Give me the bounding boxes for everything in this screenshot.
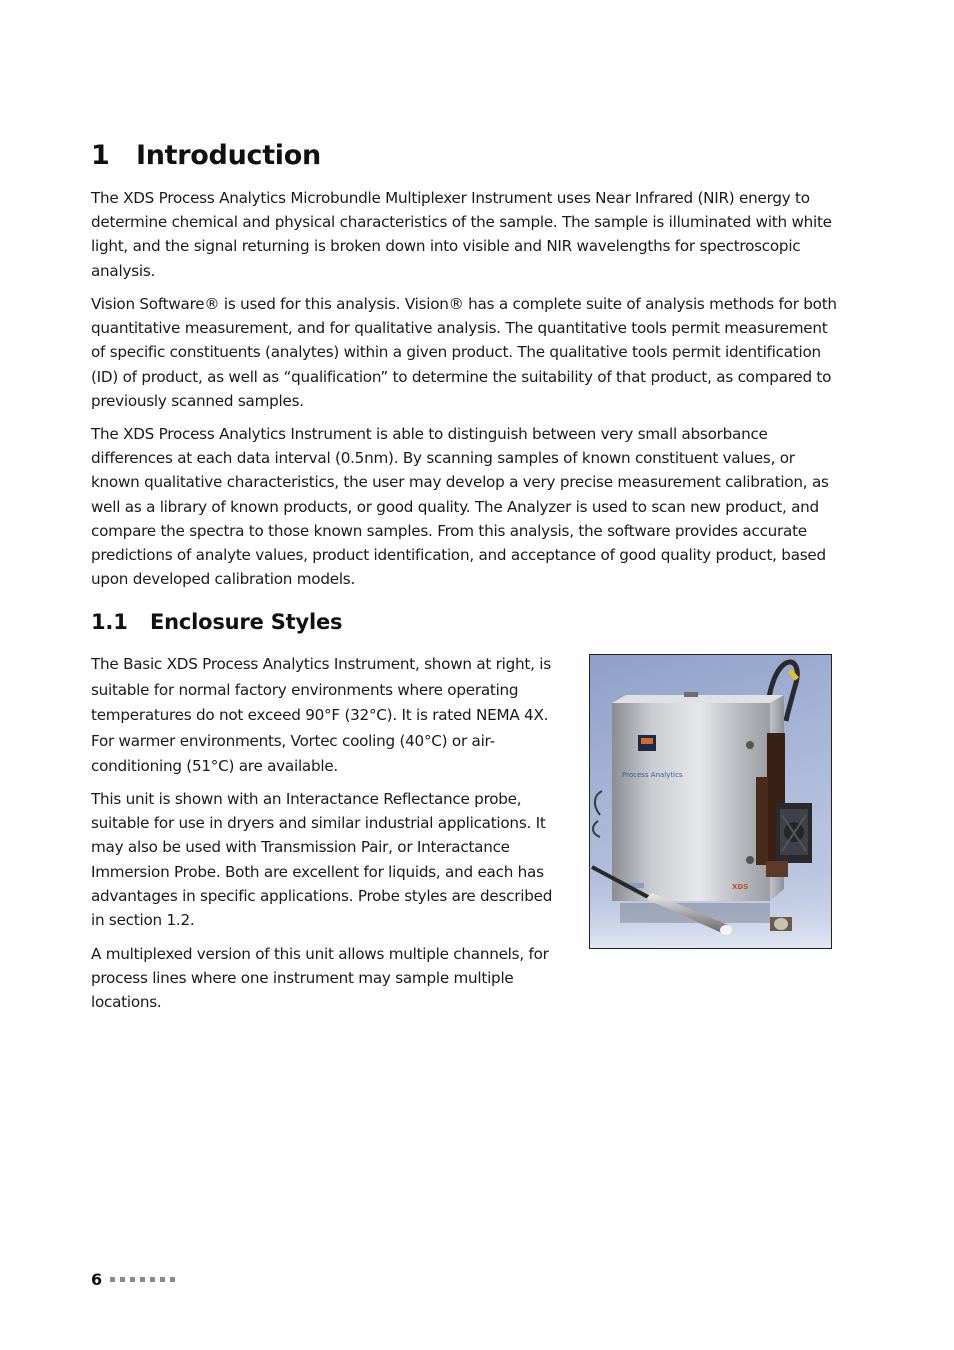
- subsection-number: 1.1: [91, 610, 128, 634]
- enclosure-paragraph-1: The Basic XDS Process Analytics Instrument, shown at right, is suitable for normal factory environments where operating temperatures do not exceed 90°F (32°C). It is rated NEMA 4X. For warmer environments, Vortec cooling (40°C) or air-conditioning (51°C) are available.: [91, 655, 551, 775]
- section-heading-introduction: [91, 140, 321, 171]
- subsection-title: Enclosure Styles: [150, 610, 343, 634]
- intro-paragraph-3: The XDS Process Analytics Instrument is able to distinguish between very small absorbance differences at each data interval (0.5nm). By scanning samples of known constituent values, or known qualitative characteristics, the user may develop a very precise measurement calibration, as well as a library of known products, or good quality. The Analyzer is used to scan new product, and compare the spectra to those known samples. From this analysis, the software provides accurate predictions of analyte values, product identification, and acceptance of good quality product, based upon developed calibration models.: [91, 425, 829, 589]
- subsection-heading-enclosure-styles: [91, 610, 342, 634]
- unit-badge-text: XDS: [732, 883, 749, 891]
- section-number: 1: [91, 140, 110, 171]
- unit-label-text: Process Analytics: [622, 771, 683, 779]
- instrument-photo: [589, 654, 832, 949]
- section-title: Introduction: [136, 140, 321, 171]
- intro-paragraph-2: Vision Software® is used for this analysis. Vision® has a complete suite of analysis methods for both quantitative measurement, and for qualitative analysis. The quantitative tools permit measurement of specific constituents (analytes) within a given product. The qualitative tools permit identification (ID) of product, as well as “qualification” to determine the suitability of that product, as compared to previously scanned samples.: [91, 295, 837, 410]
- intro-paragraph-1: The XDS Process Analytics Microbundle Multiplexer Instrument uses Near Infrared (NIR) energy to determine chemical and physical characteristics of the sample. The sample is illuminated with white light, and the signal returning is broken down into visible and NIR wavelengths for spectroscopic analysis.: [91, 189, 832, 280]
- footer-dots-decoration: [110, 1277, 180, 1282]
- page-number: 6: [91, 1270, 103, 1289]
- enclosure-paragraph-2: This unit is shown with an Interactance Reflectance probe, suitable for use in dryers and similar industrial applications. It may also be used with Transmission Pair, or Interactance Immersion Probe. Both are excellent for liquids, and each has advantages in specific applications. Probe styles are described in section 1.2.: [91, 790, 553, 930]
- instrument-illustration: [590, 655, 831, 948]
- enclosure-paragraph-3: A multiplexed version of this unit allows multiple channels, for process lines where one instrument may sample multiple locations.: [91, 945, 549, 1012]
